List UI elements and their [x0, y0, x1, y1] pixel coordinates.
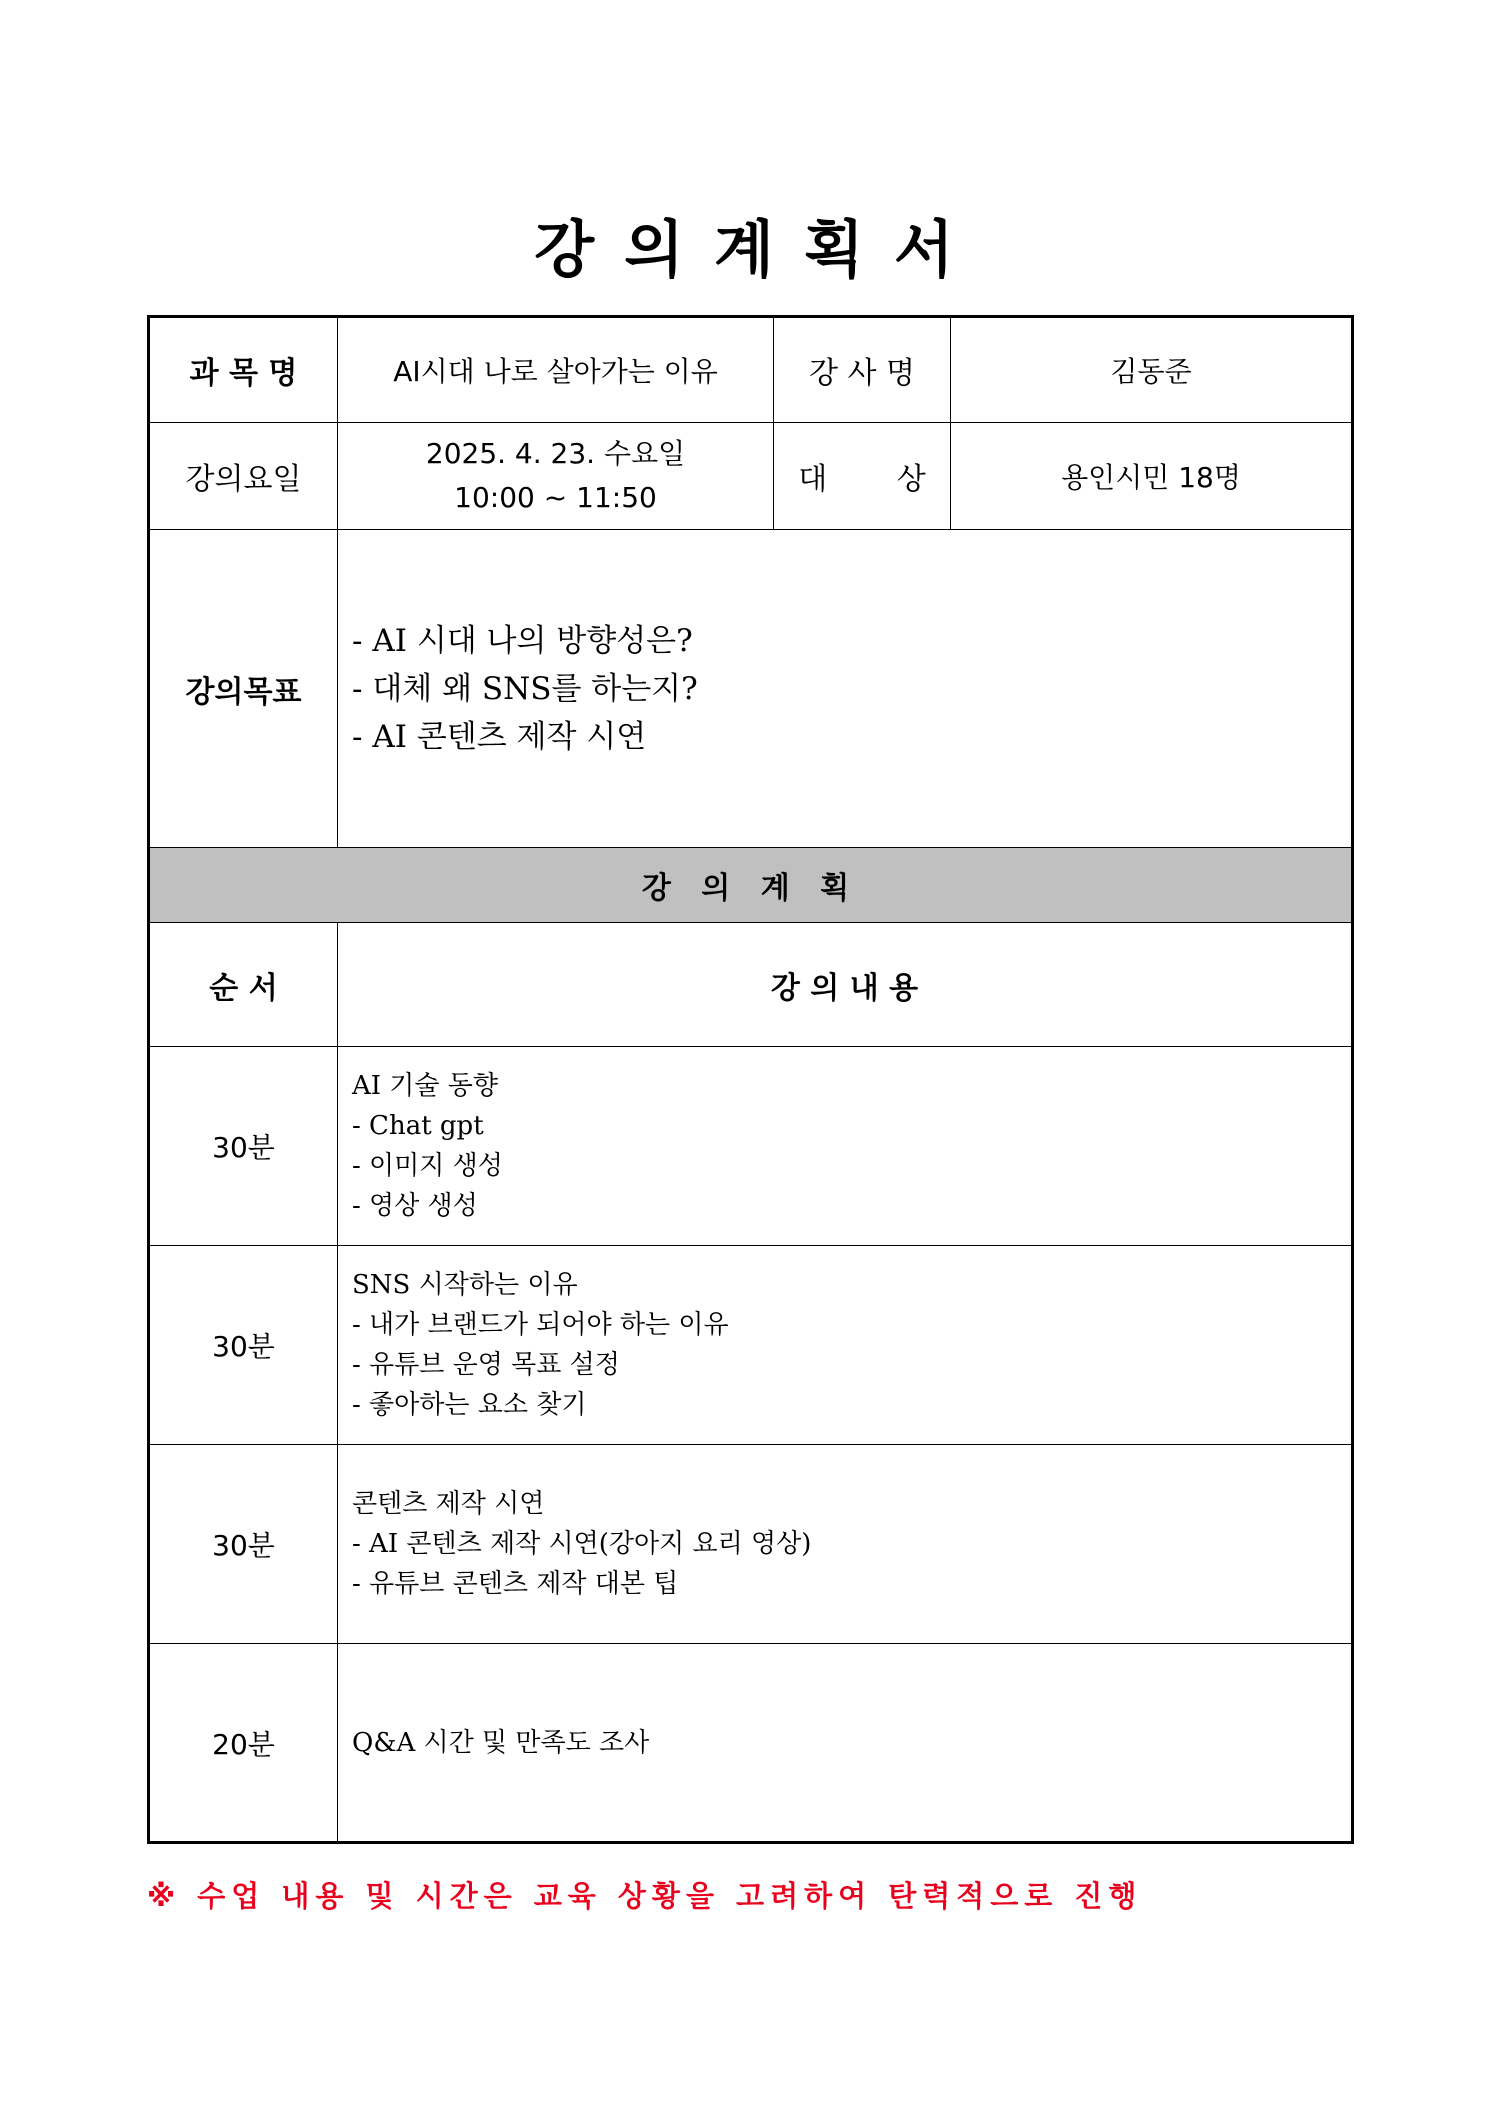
plan-row [149, 1047, 1353, 1246]
content-header: 강 의 내 용 [338, 923, 1353, 1047]
date-row [149, 423, 1353, 530]
target-label: 대 상 [774, 423, 951, 530]
date-label: 강의요일 [149, 423, 338, 530]
plan-line: AI 기술 동향 [352, 1071, 499, 1101]
plan-line: - 유튜브 운영 목표 설정 [352, 1350, 620, 1380]
goal-item: - AI 시대 나의 방향성은? [352, 622, 693, 659]
date-value [338, 423, 774, 530]
document-title: 강의계획서 [534, 213, 984, 286]
plan-row [149, 1644, 1353, 1843]
goal-item: - AI 콘텐츠 제작 시연 [352, 718, 647, 755]
plan-line: - 영상 생성 [352, 1191, 478, 1221]
goal-item: - 대체 왜 SNS를 하는지? [352, 670, 698, 707]
instructor-label: 강 사 명 [774, 317, 951, 423]
subject-label: 과 목 명 [149, 317, 338, 423]
plan-time: 20분 [149, 1644, 338, 1843]
plan-section-title: 강 의 계 획 [149, 848, 1353, 923]
plan-row [149, 1445, 1353, 1644]
lecture-plan-table [147, 315, 1354, 1844]
goal-list [338, 530, 1353, 848]
time-line: 10:00 ~ 11:50 [454, 481, 657, 514]
plan-line: - 좋아하는 요소 찾기 [352, 1390, 587, 1420]
plan-content [338, 1246, 1353, 1445]
subject-row [149, 317, 1353, 423]
plan-section-row [149, 848, 1353, 923]
subject-value: AI시대 나로 살아가는 이유 [338, 317, 774, 423]
instructor-value: 김동준 [951, 317, 1353, 423]
plan-line: - 내가 브랜드가 되어야 하는 이유 [352, 1310, 729, 1340]
goal-row [149, 530, 1353, 848]
order-header: 순 서 [149, 923, 338, 1047]
footnote: ※ 수업 내용 및 시간은 교육 상황을 고려하여 탄력적으로 진행 [147, 1879, 1143, 1913]
plan-time: 30분 [149, 1047, 338, 1246]
plan-content [338, 1644, 1353, 1843]
goal-label: 강의목표 [149, 530, 338, 848]
plan-content [338, 1047, 1353, 1246]
plan-line: - AI 콘텐츠 제작 시연(강아지 요리 영상) [352, 1529, 812, 1559]
plan-line: - 이미지 생성 [352, 1151, 503, 1181]
plan-time: 30분 [149, 1246, 338, 1445]
plan-line: - 유튜브 콘텐츠 제작 대본 팁 [352, 1569, 679, 1599]
plan-line: SNS 시작하는 이유 [352, 1270, 578, 1300]
target-value: 용인시민 18명 [951, 423, 1353, 530]
plan-header-row [149, 923, 1353, 1047]
plan-content [338, 1445, 1353, 1644]
plan-line: 콘텐츠 제작 시연 [352, 1489, 545, 1519]
plan-line: Q&A 시간 및 만족도 조사 [352, 1727, 650, 1758]
date-line: 2025. 4. 23. 수요일 [425, 437, 686, 470]
plan-time: 30분 [149, 1445, 338, 1644]
plan-line: - Chat gpt [352, 1111, 484, 1141]
plan-row [149, 1246, 1353, 1445]
